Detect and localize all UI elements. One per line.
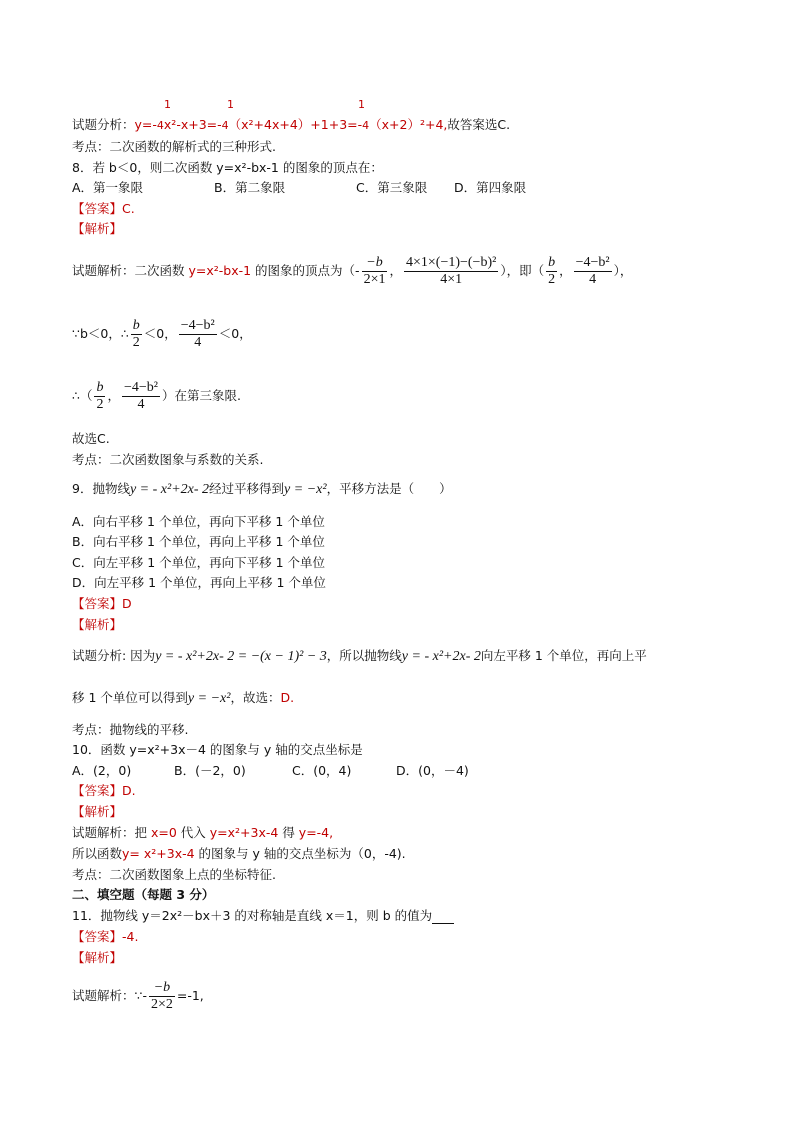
question-10-options — [72, 763, 469, 779]
solution-8-line3: ∴（ $\frac{b}{2}$ ， $\frac{\text{−4−b²}}{4}$ ）在第三象限. — [72, 380, 241, 412]
jiexi-9-label: 【解析】 — [72, 617, 123, 632]
kaodian-10: 考点：二次函数图象上点的坐标特征. — [72, 867, 276, 882]
answer-8: 【答案】C. — [72, 201, 135, 216]
solution-10-line1: 试题解析：把 x=0 代入 y=x²+3x-4 得 y=-4, — [72, 825, 334, 840]
question-8-options — [72, 180, 526, 196]
question-11-stem: 11．抛物线 y＝2x²－bx＋3 的对称轴是直线 x＝1，则 b 的值为 — [72, 908, 454, 924]
solution-8-line2: ∵b＜0，∴ $\frac{b}{2}$ ＜0， $\frac{\text{−4−b²}}{4}$ ＜0， — [72, 318, 252, 350]
question-8-stem: 8．若 b＜0，则二次函数 y=x²-bx-1 的图象的顶点在： — [72, 160, 383, 175]
solution-7-line: 试题分析：y=-4x²-x+3=-4（x²+4x+4）+1+3=-4（x+2）²+4,故答案选C. — [72, 117, 511, 132]
fraction: $\frac{\text{−4−b²}}{4}$ — [575, 255, 610, 287]
fraction: $\frac{b}{2}$ — [132, 318, 140, 350]
option-d: D．第四象限 — [454, 180, 527, 195]
section-heading: 二、填空题（每题 3 分） — [72, 887, 215, 902]
option-a: A．向右平移 1 个单位，再向下平移 1 个单位 — [72, 514, 325, 529]
fraction: $\frac{b}{2}$ — [548, 255, 556, 287]
option-c: C．(0，4) — [292, 763, 352, 778]
frac-numerator: 1 — [227, 98, 234, 111]
option-a: A．(2，0) — [72, 763, 132, 778]
kaodian-9: 考点：抛物线的平移. — [72, 722, 189, 737]
solution-9-line2: 移 1 个单位可以得到y = −x²，故选：D. — [72, 690, 295, 706]
fraction: $\frac{-b}{2\times 2}$ — [150, 980, 173, 1012]
question-9-stem: 9．抛物线y = - x²+2x- 2经过平移得到y = −x²，平移方法是（ ） — [72, 481, 452, 497]
option-d: D．(0，－4) — [396, 763, 469, 778]
answer-11: 【答案】-4. — [72, 929, 139, 944]
solution-11-line1: 试题解析：∵- $\frac{-b}{2\times 2}$ =-1, — [72, 980, 204, 1012]
fraction: $\frac{\text{−4−b²}}{4}$ — [180, 318, 215, 350]
kaodian-7: 考点：二次函数的解析式的三种形式. — [72, 139, 276, 154]
solution-9-line1: 试题分析: 因为y = - x²+2x- 2 = −(x − 1)² − 3，所以抛物线y = - x²+2x- 2向左平移 1 个单位，再向上平 — [72, 648, 647, 664]
option-b: B．(－2，0) — [174, 763, 246, 778]
kaodian-8: 考点：二次函数图象与系数的关系. — [72, 452, 264, 467]
jiexi-11-label: 【解析】 — [72, 950, 123, 965]
frac-numerator: 1 — [358, 98, 365, 111]
solution-10-line2: 所以函数y= x²+3x-4 的图象与 y 轴的交点坐标为（0，-4). — [72, 846, 406, 861]
jiexi-10-label: 【解析】 — [72, 804, 123, 819]
fraction: $\frac{b}{2}$ — [96, 380, 104, 412]
fraction: $\frac{\text{4×1×(−1)−(−b)²}}{4\times 1}$ — [405, 255, 497, 287]
option-b: B．第二象限 — [214, 180, 286, 195]
fraction: $\frac{-b}{2\times 1}$ — [363, 255, 386, 287]
conclusion-8: 故选C. — [72, 431, 110, 446]
frac-numerator: 1 — [164, 98, 171, 111]
answer-10: 【答案】D. — [72, 783, 136, 798]
option-b: B．向右平移 1 个单位，再向上平移 1 个单位 — [72, 534, 325, 549]
jiexi-8-label: 【解析】 — [72, 221, 123, 236]
question-10-stem: 10．函数 y=x²+3x－4 的图象与 y 轴的交点坐标是 — [72, 742, 363, 757]
fraction: $\frac{\text{−4−b²}}{4}$ — [123, 380, 158, 412]
option-c: C．向左平移 1 个单位，再向下平移 1 个单位 — [72, 555, 326, 570]
answer-blank — [432, 911, 454, 924]
option-d: D．向左平移 1 个单位，再向上平移 1 个单位 — [72, 575, 326, 590]
answer-9: 【答案】D — [72, 596, 132, 611]
option-a: A．第一象限 — [72, 180, 144, 195]
solution-8-line1: 试题解析：二次函数 y=x²-bx-1 的图象的顶点为（- $\frac{-b}{2\times 1}$ ， $\frac{\text{4×1×(−1)−(−b)²}}{4\times 1}$ ），即（ $\frac{b}{2}$ ， $\frac{\text{−4−b²}}{4}$ ）， — [72, 255, 633, 287]
option-c: C．第三象限 — [356, 180, 428, 195]
